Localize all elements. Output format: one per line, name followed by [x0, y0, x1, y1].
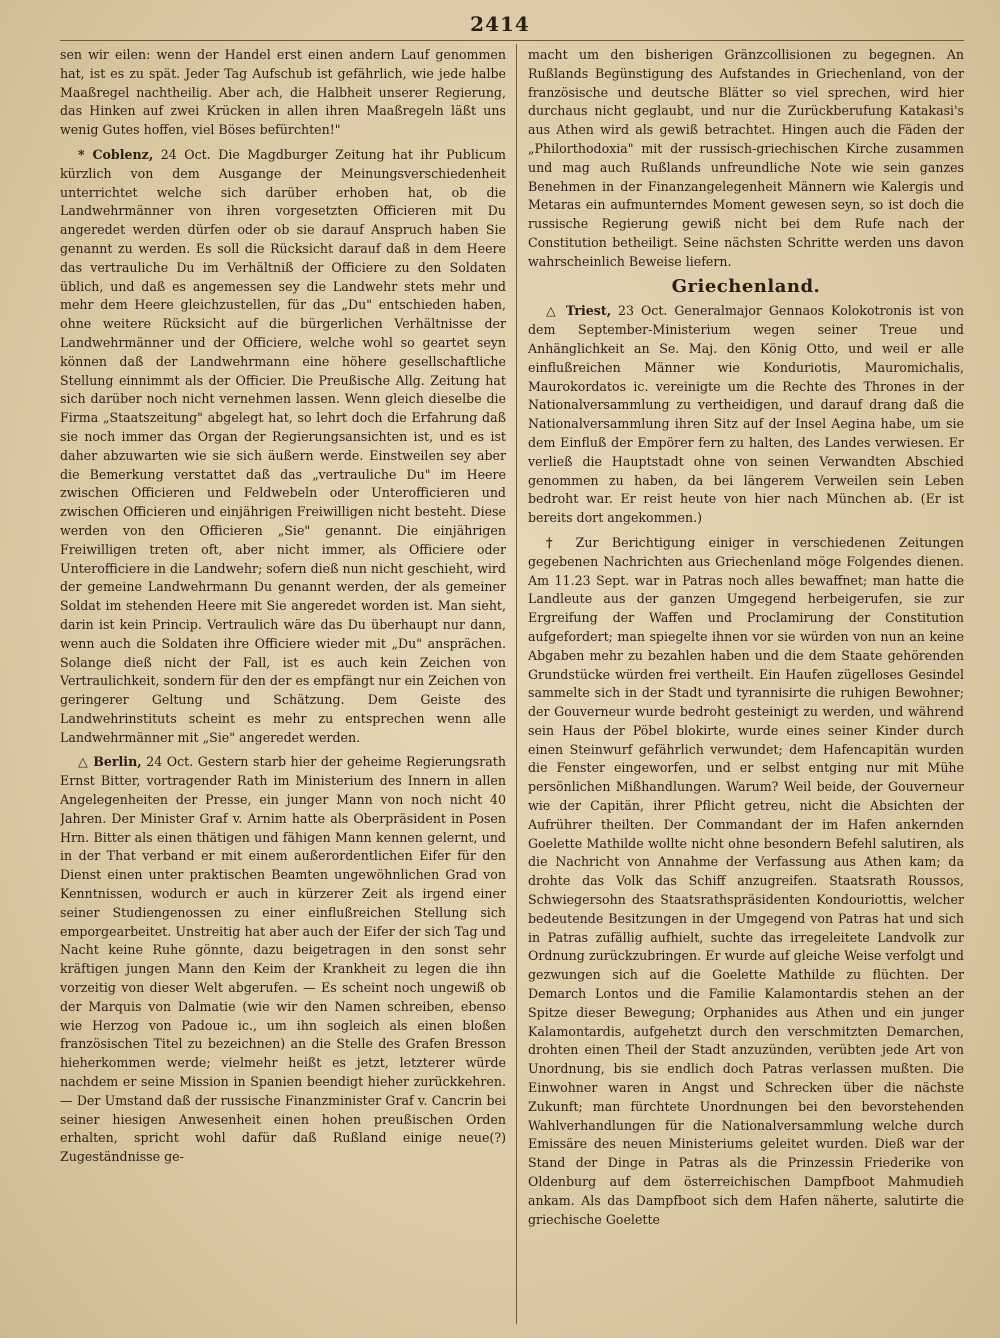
- article-paragraph: [60, 146, 506, 748]
- dateline: △ Berlin,: [78, 754, 142, 770]
- paragraph-text: Zur Berichtigung einiger in verschiedenen Zeitungen gegebenen Nachrichten aus Griechenland möge Folgendes dienen. Am 11.23 Sept. war in Patras noch alles bewaffnet; man hatte die Landleute aus der ganzen Umgegend herbeigerufen, sie zur Ergreifung der Waffen und Proclamirung der Constitution aufgefordert; man spiegelte ihnen vor sie würden von nun an keine Abgaben mehr zu bezahlen haben und die dem Staate gehörenden Grundstücke würden frei vertheilt. Ein Haufen zügelloses Gesindel sammelte sich in der Stadt und tyrannisirte die ruhigen Bewohner; der Gouverneur wurde bedroht gesteinigt zu werden, und während sein Haus der Pöbel blokirte, wurde eines seiner Kinder durch einen Steinwurf gefährlich verwundet; dem Hafencapitän wurden die Fenster eingeworfen, und er selbst entging nur mit Mühe persönlichen Mißhandlungen. Warum? Weil beide, der Gouverneur wie der Capitän, ihrer Pflicht getreu, nicht die Absichten der Aufrührer theilten. Der Commandant der im Hafen ankernden Goelette Mathilde wollte nicht ohne besondern Befehl salutiren, als die Nachricht von Annahme der Verfassung aus Athen kam; da drohte das Volk das Schiff anzugreifen. Staatsrath Roussos, Schwiegersohn des Staatsrathspräsidenten Kondouriottis, welcher bedeutende Besitzungen in der Umgegend von Patras hat und sich in Patras zufällig aufhielt, suchte das irregeleitete Landvolk zur Ordnung zurückzubringen. Er wurde auf gleiche Weise verfolgt und gezwungen sich auf die Goelette Mathilde zu flüchten. Der Demarch Lontos und die Familie Kalamontardis stehen an der Spitze dieser Bewegung; Orphanides aus Athen und ein junger Kalamontardis, aufgehetzt durch den verschmitzten Demarchen, drohten einen Theil der Stadt anzuzünden, verübten jede Art von Unordnung, bis sie endlich doch Patras verlassen mußten. Die Einwohner waren in Angst und Schrecken über die nächste Zukunft; man fürchtete Unordnungen bei den bevorstehenden Wahlverhandlungen für die Nationalversammlung welche durch Emissäre des neuen Ministeriums geleitet wurden. Dieß war der Stand der Dinge in Patras als die Prinzessin Friederike von Oldenburg auf dem österreichischen Dampfboot Mahmudieh ankam. Als das Dampfboot sich dem Hafen näherte, salutirte die griechische Goelette: [528, 534, 964, 1227]
- paragraph-text: 23 Oct. Generalmajor Gennaos Kolokotronis ist von dem September-Ministerium wegen seiner Treue und Anhänglichkeit an Se. Maj. den König Otto, und weil er alle einflußreichen Männer wie Konduriotis, Mauromichalis, Maurokordatos ic. vereinigte um die Rechte des Thrones in der Nationalversammlung zu vertheidigen, und darauf drang daß die Nationalversammlung ihren Sitz auf der Insel Aegina habe, um sie dem Einfluß der Empörer fern zu halten, des Landes verwiesen. Er verließ die Hauptstadt ohne von seinen Verwandten Abschied genommen zu haben, da bei längerem Verweilen sein Leben bedroht war. Er reist heute von hier nach München ab. (Er ist bereits dort angekommen.): [528, 303, 964, 526]
- page-number: 2414: [470, 12, 530, 36]
- right-column: [528, 46, 964, 1324]
- paragraph-text: sen wir eilen: wenn der Handel erst einen andern Lauf genommen hat, ist es zu spät. Jeder Tag Aufschub ist gefährlich, wie jede halbe Maaßregel nachtheilig. Aber ach, die Halbheit unserer Regierung, das Hinken auf zwei Krücken in allen ihren Maaßregeln läßt uns wenig Gutes hoffen, viel Böses befürchten!": [60, 47, 506, 138]
- article-paragraph: [60, 46, 506, 140]
- dateline: △ Triest,: [546, 303, 612, 319]
- paragraph-text: macht um den bisherigen Gränzcollisionen zu begegnen. An Rußlands Begünstigung des Aufstandes in Griechenland, von der französische und deutsche Blätter so viel sprechen, wird hier durchaus nicht geglaubt, und nur die Zurückberufung Katakasi's aus Athen wird als gewiß betrachtet. Hingen auch die Fäden der „Philorthodoxia" mit der russisch-griechischen Kirche zusammen und mag auch Rußlands unfreundliche Note wie sein ganzes Benehmen in der Finanzangelegenheit Männern wie Kalergis und Metaras ein aufmunterndes Moment gewesen seyn, so ist doch die russische Regierung gewiß nicht bei dem Rufe nach der Constitution betheiligt. Seine nächsten Schritte werden uns davon wahrscheinlich Beweise liefern.: [528, 47, 964, 269]
- article-paragraph: [528, 46, 964, 272]
- article-paragraph: [60, 753, 506, 1167]
- dateline: †: [546, 534, 576, 550]
- paragraph-text: 24 Oct. Die Magdburger Zeitung hat ihr Publicum kürzlich von dem Ausgange der Meinungsverschiedenheit unterrichtet welche sich darüber erhoben hat, ob die Landwehrmänner von ihren vorgesetzten Officieren mit Du angeredet werden dürfen oder ob sie darauf Anspruch haben Sie genannt zu werden. Es soll die Rücksicht darauf daß in dem Heere das vertrauliche Du im Verhältniß der Officiere zu den Soldaten üblich, und daß es angemessen sey die Landwehr stets mehr und mehr dem Heere gleichzustellen, für das „Du" entschieden haben, ohne weitere Rücksicht auf die bürgerlichen Verhältnisse der Landwehrmänner und der Officiere, welche wohl so geartet seyn können daß der Landwehrmann eine höhere gesellschaftliche Stellung einnimmt als der Officier. Die Preußische Allg. Zeitung hat sich darüber noch nicht vernehmen lassen. Wenn gleich dieselbe die Firma „Staatszeitung" abgelegt hat, so lehrt doch die Erfahrung daß sie noch immer das Organ der Regierungsansichten ist, und es ist daher abzuwarten wie sie sich äußern werde. Einstweilen sey aber die Bemerkung verstattet daß das „vertrauliche Du" im Heere zwischen Officieren und Feldwebeln oder Unterofficieren und zwischen Officieren und einjährigen Freiwilligen nicht besteht. Diese werden von den Officieren „Sie" genannt. Die einjährigen Freiwilligen treten oft, aber nicht immer, als Officiere oder Unterofficiere in die Landwehr; sofern dieß nun nicht geschieht, wird der gemeine Landwehrmann Du genannt werden, der als gemeiner Soldat im stehenden Heere mit Sie angeredet worden ist. Man sieht, darin ist kein Princip. Vertraulich wäre das Du überhaupt nur dann, wenn auch die Soldaten ihre Officiere wieder mit „Du" ansprächen. Solange dieß nicht der Fall, ist es auch kein Zeichen von Vertraulichkeit, sondern für den der es empfängt nur ein Zeichen von geringerer Geltung und Schätzung. Dem Geiste des Landwehrinstituts scheint es mehr zu entsprechen wenn alle Landwehrmänner mit „Sie" angeredet werden.: [60, 146, 506, 745]
- left-column: [60, 46, 506, 1324]
- article-paragraph: [528, 534, 964, 1229]
- dateline: * Coblenz,: [78, 146, 154, 162]
- paragraph-text: 24 Oct. Gestern starb hier der geheime Regierungsrath Ernst Bitter, vortragender Rath im Ministerium des Innern in allen Angelegenheiten der Presse, ein junger Mann von noch nicht 40 Jahren. Der Minister Graf v. Arnim hatte als Oberpräsident in Posen Hrn. Bitter als einen thätigen und fähigen Mann kennen gelernt, und in der That verband er mit einem außerordentlichen Eifer für den Dienst einen unter praktischen Beamten ungewöhnlichen Grad von Kenntnissen, wodurch er auch in kürzerer Zeit als irgend einer seiner Studiengenossen zu einer einflußreichen Stellung sich emporgearbeitet. Unstreitig hat aber auch der Eifer der sich Tag und Nacht keine Ruhe gönnte, dazu beigetragen in den sonst sehr kräftigen jungen Mann den Keim der Krankheit zu legen die ihn vorzeitig von dieser Welt abgerufen. — Es scheint noch ungewiß ob der Marquis von Dalmatie (wie wir den Namen schreiben, ebenso wie Herzog von Padoue ic., um ihn sogleich als einen bloßen französischen Titel zu bezeichnen) an die Stelle des Grafen Bresson hieherkommen werde; vielmehr heißt es jetzt, letzterer würde nachdem er seine Mission in Spanien beendigt hieher zurückkehren. — Der Umstand daß der russische Finanzminister Graf v. Cancrin bei seiner hiesigen Anwesenheit einen hohen preußischen Orden erhalten, spricht wohl dafür daß Rußland einige neue(?) Zugeständnisse ge-: [60, 754, 506, 1165]
- article-paragraph: [528, 302, 964, 528]
- column-divider: [516, 44, 517, 1324]
- header-rule: [60, 40, 964, 41]
- section-heading: Griechenland.: [671, 275, 821, 297]
